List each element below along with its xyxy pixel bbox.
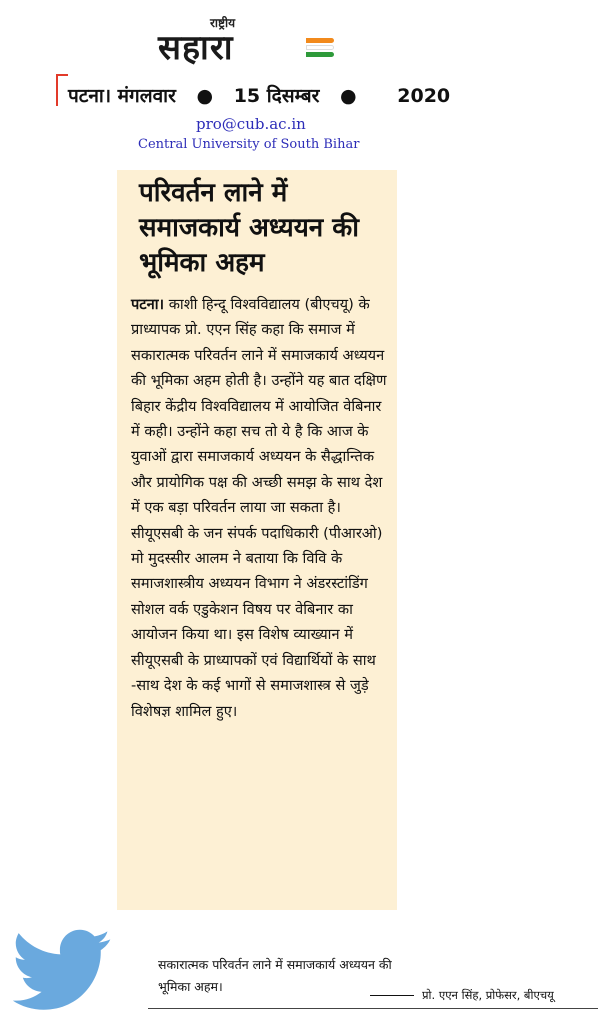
dateline-dot: ● bbox=[196, 85, 214, 107]
attribution-rule bbox=[370, 995, 414, 996]
dateline-day: । मंगलवार bbox=[103, 85, 176, 107]
article-body bbox=[131, 292, 393, 724]
dateline-dot: ● bbox=[340, 85, 357, 107]
attribution-text: प्रो. एएन सिंह, प्रोफेसर, बीएचयू bbox=[422, 988, 554, 1002]
masthead-tagline: राष्ट्रीय bbox=[210, 16, 236, 30]
newspaper-masthead bbox=[150, 14, 350, 74]
news-clipping bbox=[117, 170, 397, 910]
article-lead: पटना। bbox=[131, 296, 165, 313]
university-name: Central University of South Bihar bbox=[138, 137, 360, 152]
corner-bracket bbox=[56, 74, 68, 106]
dateline bbox=[62, 82, 482, 108]
twitter-bird-icon bbox=[12, 928, 112, 1014]
contact-email: pro@cub.ac.in bbox=[196, 115, 306, 133]
divider-line bbox=[148, 1008, 598, 1009]
dateline-city: पटना bbox=[68, 85, 104, 107]
dateline-year: 2020 bbox=[397, 85, 451, 107]
tweet-quote: सकारात्मक परिवर्तन लाने में समाजकार्य अध्ययन की भूमिका अहम। bbox=[158, 957, 392, 994]
tricolor-flag-icon bbox=[306, 38, 334, 58]
quote-attribution bbox=[370, 988, 600, 1003]
article-text: काशी हिन्दू विश्वविद्यालय (बीएचयू) के प्राध्यापक प्रो. एएन सिंह कहा कि समाज में सकारात्मक परिवर्तन लाने में समाजकार्य अध्ययन की भूमिका अहम होती है। उन्होंने यह बात दक्षिण बिहार केंद्रीय विश्वविद्यालय में आयोजित वेबिनार में कही। उन्होंने कहा सच तो ये है कि आज के युवाओं द्वारा समाजकार्य अध्ययन के सैद्धान्तिक और प्रायोगिक पक्ष की अच्छी समझ के साथ देश में एक बड़ा परिवर्तन लाया जा सकता है। सीयूएसबी के जन संपर्क पदाधिकारी (पीआरओ) मो मुदस्सीर आलम ने बताया कि विवि के समाजशास्त्रीय अध्ययन विभाग ने अंडरस्टांडिंग सोशल वर्क एडुकेशन विषय पर वेबिनार का आयोजन किया था। इस विशेष व्याख्यान में सीयूएसबी के प्राध्यापकों एवं विद्यार्थियों के साथ -साथ देश के कई भागों से समाजशास्त्र से जुड़े विशेषज्ञ शामिल हुए। bbox=[131, 296, 387, 720]
masthead-name: सहारा bbox=[158, 28, 234, 68]
article-headline: परिवर्तन लाने में समाजकार्य अध्ययन की भूमिका अहम bbox=[139, 178, 359, 278]
dateline-date: 15 दिसम्बर bbox=[233, 85, 320, 107]
